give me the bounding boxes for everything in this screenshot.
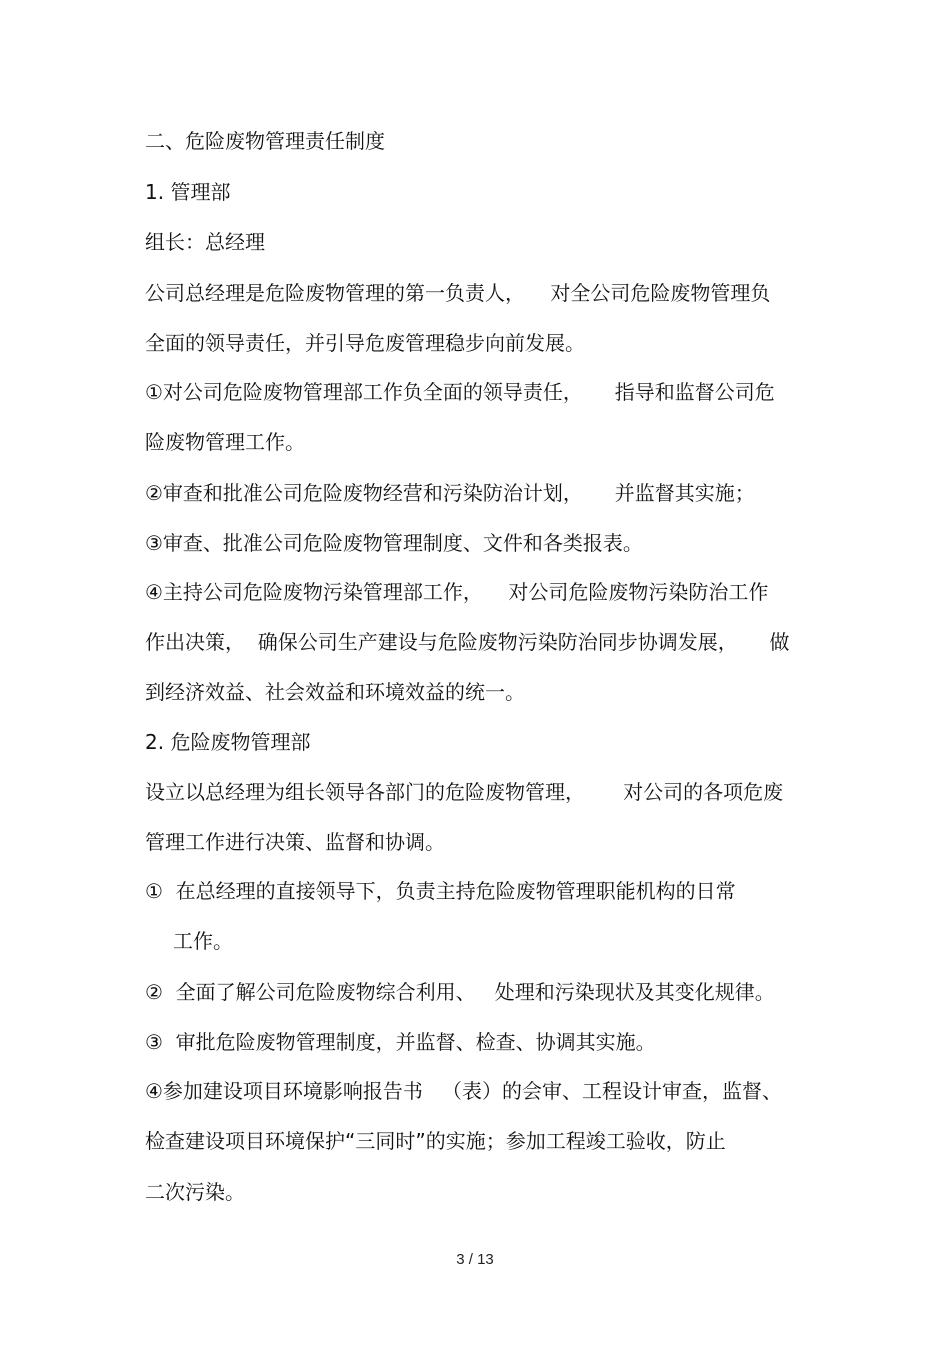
list-item-line: ②审查和批准公司危险废物经营和污染防治计划， 并监督其实施； bbox=[145, 481, 755, 505]
list-item-line: 工作。 bbox=[173, 929, 233, 953]
paragraph-line: 设立以总经理为组长领导各部门的危险废物管理， 对公司的各项危废 bbox=[145, 780, 784, 804]
list-item-line: ④主持公司危险废物污染管理部工作， 对公司危险废物污染防治工作 bbox=[145, 580, 769, 604]
list-item-line: ③审查、批准公司危险废物管理制度、文件和各类报表。 bbox=[145, 531, 643, 555]
subsection-heading: 1. 管理部 bbox=[145, 180, 231, 204]
page-number: 3 / 13 bbox=[456, 1251, 494, 1268]
paragraph-line: 公司总经理是危险废物管理的第一负责人， 对全公司危险废物管理负 bbox=[145, 281, 771, 305]
paragraph-line: 组长：总经理 bbox=[145, 230, 265, 254]
paragraph-line: 管理工作进行决策、监督和协调。 bbox=[145, 830, 445, 854]
list-item-line: 检查建设项目环境保护“三同时”的实施；参加工程竣工验收，防止 bbox=[145, 1129, 726, 1153]
list-item-line: ④参加建设项目环境影响报告书 （表）的会审、工程设计审查，监督、 bbox=[145, 1079, 783, 1103]
section-heading: 二、危险废物管理责任制度 bbox=[145, 129, 385, 153]
list-item-line: ①对公司危险废物管理部工作负全面的领导责任， 指导和监督公司危 bbox=[145, 380, 775, 404]
subsection-heading: 2. 危险废物管理部 bbox=[145, 730, 311, 754]
list-item-line: 险废物管理工作。 bbox=[145, 430, 305, 454]
list-item-line: 到经济效益、社会效益和环境效益的统一。 bbox=[145, 680, 525, 704]
list-item-line: 二次污染。 bbox=[145, 1180, 245, 1204]
list-item-line: 作出决策， 确保公司生产建设与危险废物污染防治同步协调发展， 做 bbox=[145, 630, 790, 654]
paragraph-line: 全面的领导责任，并引导危废管理稳步向前发展。 bbox=[145, 331, 585, 355]
list-item-line: ① 在总经理的直接领导下，负责主持危险废物管理职能机构的日常 bbox=[145, 879, 736, 903]
list-item-line: ③ 审批危险废物管理制度，并监督、检查、协调其实施。 bbox=[145, 1030, 656, 1054]
list-item-line: ② 全面了解公司危险废物综合利用、 处理和污染现状及其变化规律。 bbox=[145, 980, 775, 1004]
